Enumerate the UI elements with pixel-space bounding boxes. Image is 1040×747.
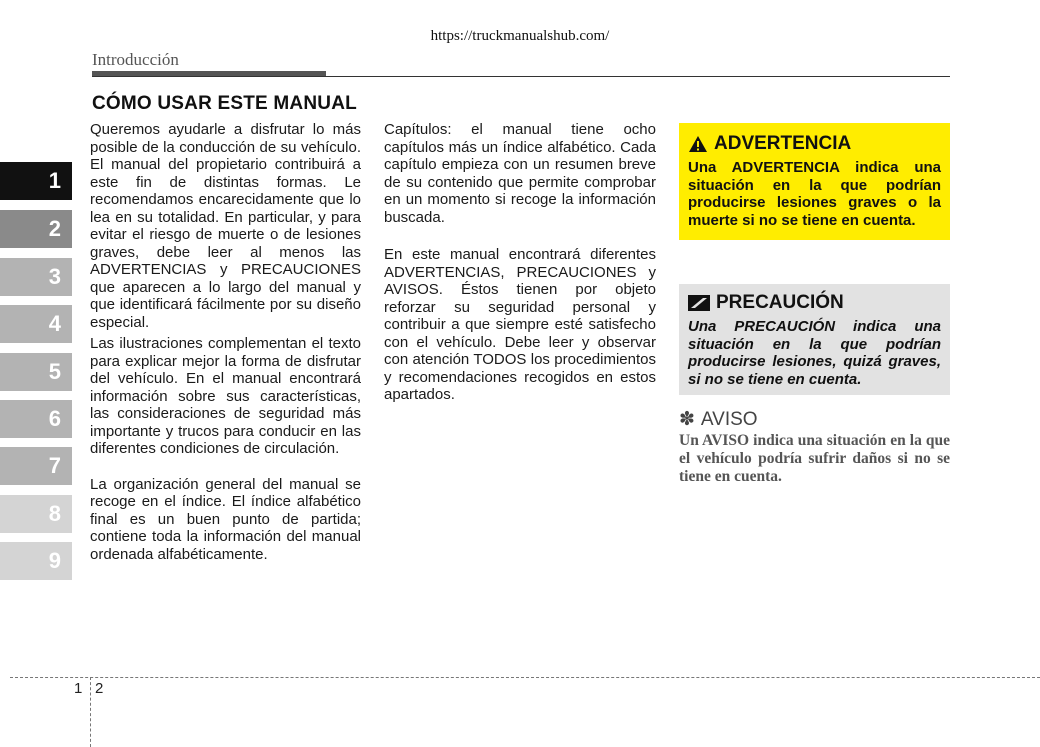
warning-box [679, 123, 950, 240]
warning-text: Una ADVERTENCIA indica una situación en la que podrían producirse lesiones graves o la muerte si no se tiene en cuenta. [688, 159, 941, 229]
chapter-tab-5[interactable]: 5 [0, 353, 72, 391]
paragraph: En este manual encontrará diferentes ADVERTENCIAS, PRECAUCIONES y AVISOS. Éstos tienen por objeto reforzar su seguridad personal y contribuir a que siempre esté satisfecho con el vehículo. Debe leer y observar con atención TODOS los procedimientos y recomendaciones recogidos en estos apartados. [384, 246, 656, 403]
source-url: https://truckmanualshub.com/ [430, 28, 610, 44]
chapter-tab-1[interactable]: 1 [0, 162, 72, 200]
paragraph: Capítulos: el manual tiene ocho capítulos más un índice alfabético. Cada capítulo empieza con un resumen breve de su contenido que permite comprobar en un momento si recoge la información buscada. [384, 121, 656, 226]
page-number: 2 [95, 680, 104, 697]
warning-title-text: ADVERTENCIA [714, 133, 852, 154]
caution-title-text: PRECAUCIÓN [716, 292, 844, 313]
footer-divider [10, 677, 1040, 678]
page-chapter-number: 1 [74, 680, 83, 697]
asterisk-icon: ✽ [679, 409, 695, 430]
page-heading: CÓMO USAR ESTE MANUAL [92, 93, 357, 114]
header-rule [92, 76, 950, 77]
chapter-tab-3[interactable]: 3 [0, 258, 72, 296]
chapter-tab-8[interactable]: 8 [0, 495, 72, 533]
caution-slash-icon [688, 295, 710, 311]
chapter-tab-9[interactable]: 9 [0, 542, 72, 580]
footer-vertical-divider [90, 677, 91, 747]
caution-box [679, 284, 950, 395]
section-title: Introducción [92, 50, 179, 69]
paragraph: Queremos ayudarle a disfrutar lo más posible de la conducción de su vehículo. El manual del propietario contribuirá a este fin de distintas formas. Le recomendamos encarecidamente que lo lea en su totalidad. En particular, y para evitar el riesgo de muerte o de lesiones graves, debe leer al menos las ADVERTENCIAS y PRECAUCIONES que aparecen a lo largo del manual y que identificará fácilmente por su diseño especial. [90, 121, 361, 331]
notice-title-text: AVISO [700, 408, 758, 430]
text-column-2 [384, 121, 656, 404]
caution-title [688, 290, 941, 316]
chapter-tab-2[interactable]: 2 [0, 210, 72, 248]
notice-text: Un AVISO indica una situación en la que el vehículo podría sufrir daños si no se tiene en cuenta. [679, 432, 950, 485]
chapter-tab-7[interactable]: 7 [0, 447, 72, 485]
warning-triangle-icon [688, 135, 708, 153]
notice-title [679, 408, 758, 431]
chapter-tab-6[interactable]: 6 [0, 400, 72, 438]
paragraph: Las ilustraciones complementan el texto para explicar mejor la forma de disfrutar del vehículo. En el manual encontrará información sobre sus características, las consideraciones de seguridad más importante y trucos para conducir en las diferentes condiciones de circulación. [90, 335, 361, 457]
warning-title [688, 131, 941, 157]
caution-text: Una PRECAUCIÓN indica una situación en la que podrían producirse lesiones, quizá graves, si no se tiene en cuenta. [688, 318, 941, 388]
chapter-tab-4[interactable]: 4 [0, 305, 72, 343]
paragraph: La organización general del manual se recoge en el índice. El índice alfabético final es un buen punto de partida; contiene toda la información del manual ordenada alfabéticamente. [90, 475, 361, 563]
text-column-1 [90, 121, 361, 563]
